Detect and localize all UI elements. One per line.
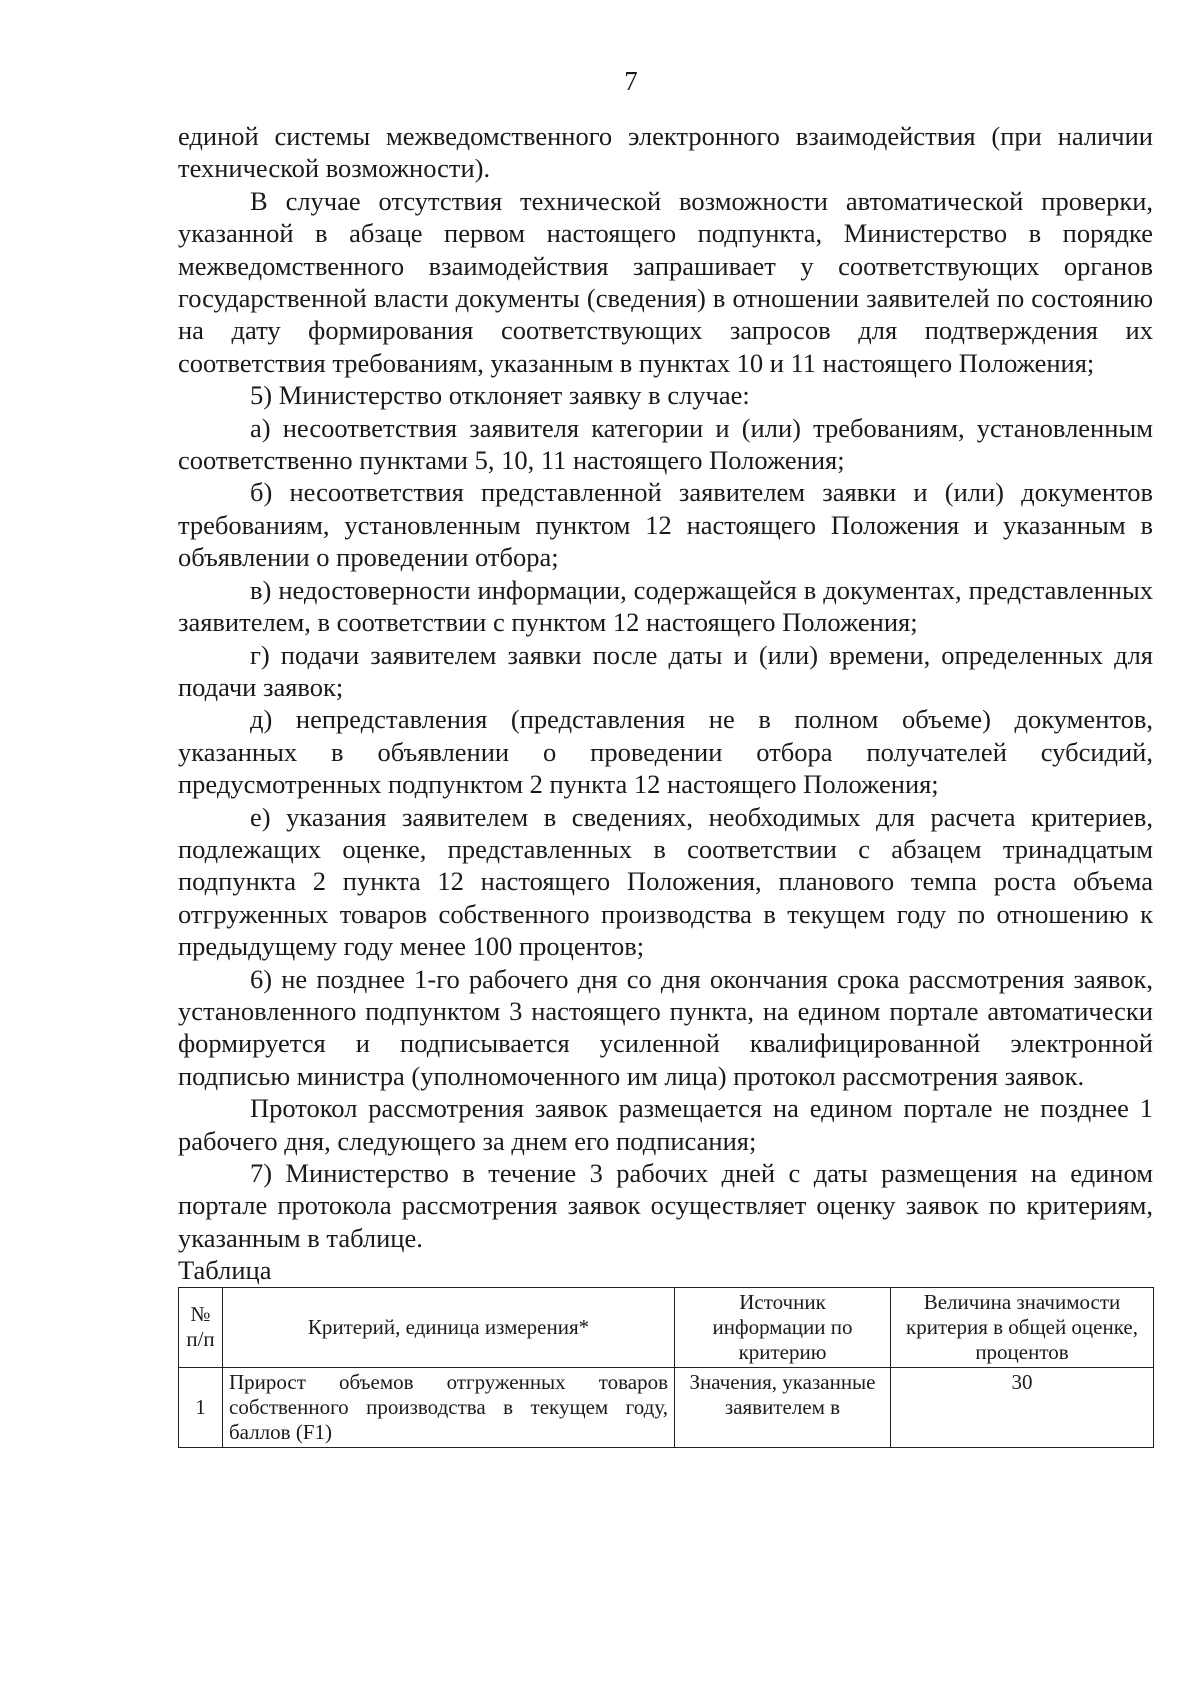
paragraph: е) указания заявителем в сведениях, необходимых для расчета критериев, подлежащих оценке, представленных в соответствии с абзацем тринадцатым подпункта 2 пункта 12 настоящего Положения, планового темпа роста объема отгруженных товаров собственного производства в текущем году по отношению к предыдущему году менее 100 процентов; (178, 801, 1153, 962)
criteria-table (178, 1287, 1154, 1448)
header-source: Источник информации по критерию (675, 1287, 891, 1367)
paragraph-continuation: единой системы межведомственного электронного взаимодействия (при наличии технической возможности). (178, 121, 1153, 184)
table-row (179, 1367, 1154, 1447)
paragraph: г) подачи заявителем заявки после даты и (или) времени, определенных для подачи заявок; (178, 639, 1153, 702)
header-criterion: Критерий, единица измерения* (223, 1287, 675, 1367)
header-num: № п/п (179, 1287, 223, 1367)
cell-weight: 30 (891, 1367, 1154, 1447)
page-number: 7 (624, 66, 638, 96)
paragraph: б) несоответствия представленной заявителем заявки и (или) документов требованиям, установленным пунктом 12 настоящего Положения и указанным в объявлении о проведении отбора; (178, 477, 1153, 573)
paragraph: а) несоответствия заявителя категории и (или) требованиям, установленным соответственно пунктами 5, 10, 11 настоящего Положения; (178, 412, 1153, 476)
paragraph: Протокол рассмотрения заявок размещается на едином портале не позднее 1 рабочего дня, следующего за днем его подписания; (178, 1093, 1153, 1156)
paragraph: 6) не позднее 1-го рабочего дня со дня окончания срока рассмотрения заявок, установленного подпунктом 3 настоящего пункта, на едином портале автоматически формируется и подписывается усиленной квалифицированной электронной подписью министра (уполномоченного им лица) протокол рассмотрения заявок. (178, 963, 1153, 1091)
paragraph: 5) Министерство отклоняет заявку в случае: (250, 380, 750, 411)
paragraph: в) недостоверности информации, содержащейся в документах, представленных заявителем, в соответствии с пунктом 12 настоящего Положения; (178, 574, 1153, 638)
paragraph: д) непредставления (представления не в полном объеме) документов, указанных в объявлении о проведении отбора получателей субсидий, предусмотренных подпунктом 2 пункта 12 настоящего Положения; (178, 704, 1153, 800)
document-body (178, 120, 1153, 1448)
paragraph: 7) Министерство в течение 3 рабочих дней с даты размещения на едином портале протокола рассмотрения заявок осуществляет оценку заявок по критериям, указанным в таблице. (178, 1158, 1153, 1253)
table-header-row (179, 1287, 1154, 1367)
table-caption: Таблица (178, 1255, 272, 1286)
paragraph: В случае отсутствия технической возможности автоматической проверки, указанной в абзаце первом настоящего подпункта, Министерство в порядке межведомственного взаимодействия запрашивает у соответствующих органов государственной власти документы (сведения) в отношении заявителей по состоянию на дату формирования соответствующих запросов для подтверждения их соответствия требованиям, указанным в пунктах 10 и 11 настоящего Положения; (178, 185, 1153, 378)
header-weight: Величина значимости критерия в общей оценке, процентов (891, 1287, 1154, 1367)
cell-source: Значения, указанные заявителем в (675, 1367, 891, 1447)
cell-criterion: Прирост объемов отгруженных товаров собственного производства в текущем году, баллов (F1) (223, 1367, 675, 1447)
cell-num: 1 (179, 1367, 223, 1447)
